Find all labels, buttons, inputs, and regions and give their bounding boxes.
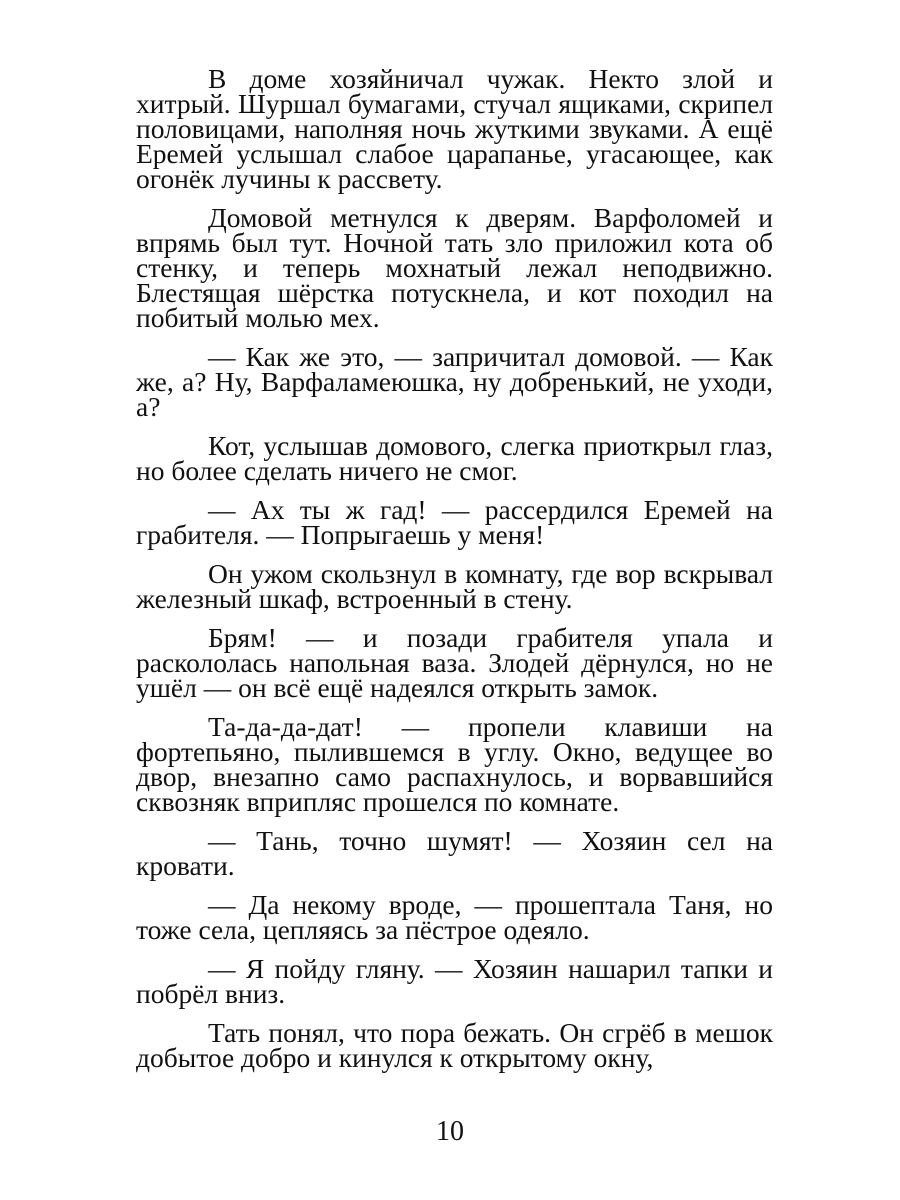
paragraph-11: — Я пойду гляну. — Хозяин нашарил тапки и побрёл вниз. [136, 953, 773, 1009]
paragraph-7: Брям! — и позади грабителя упала и раскололась напольная ваза. Злодей дёрнулся, но не ушёл — он всё ещё надеялся открыть замок. [136, 622, 773, 703]
paragraph-2: Домовой метнулся к дверям. Варфоломей и впрямь был тут. Ночной тать зло приложил кота об стенку, и теперь мохнатый лежал неподвижно. Блестящая шёрстка потускнела, и кот походил на побитый молью мех. [136, 202, 773, 333]
page-number: 10 [436, 1116, 464, 1147]
paragraph-4: Кот, услышав домового, слегка приоткрыл глаз, но более сделать ничего не смог. [136, 430, 773, 486]
paragraph-6: Он ужом скользнул в комнату, где вор вскрывал железный шкаф, встроенный в стену. [136, 558, 773, 614]
paragraph-3: — Как же это, — запричитал домовой. — Как же, а? Ну, Варфаламеюшка, ну добренький, не уходи, а? [136, 341, 773, 422]
paragraph-1: В доме хозяйничал чужак. Некто злой и хитрый. Шуршал бумагами, стучал ящиками, скрипел половицами, наполняя ночь жуткими звуками. А ещё Еремей услышал слабое царапанье, угасающее, как огонёк лучины к рассвету. [136, 63, 773, 194]
paragraph-10: — Да некому вроде, — прошептала Таня, но тоже села, цепляясь за пёстрое одеяло. [136, 889, 773, 945]
body-text [136, 63, 773, 1084]
paragraph-9: — Тань, точно шумят! — Хозяин сел на кровати. [136, 825, 773, 881]
paragraph-12: Тать понял, что пора бежать. Он сгрёб в мешок добытое добро и кинулся к открытому окну, [136, 1017, 773, 1073]
paragraph-8: Та-да-да-дат! — пропели клавиши на фортепьяно, пылившемся в углу. Окно, ведущее во двор, внезапно само распахнулось, и ворвавшийся сквозняк вприпляс прошелся по комнате. [136, 711, 773, 817]
paragraph-5: — Ах ты ж гад! — рассердился Еремей на грабителя. — Попрыгаешь у меня! [136, 494, 773, 550]
